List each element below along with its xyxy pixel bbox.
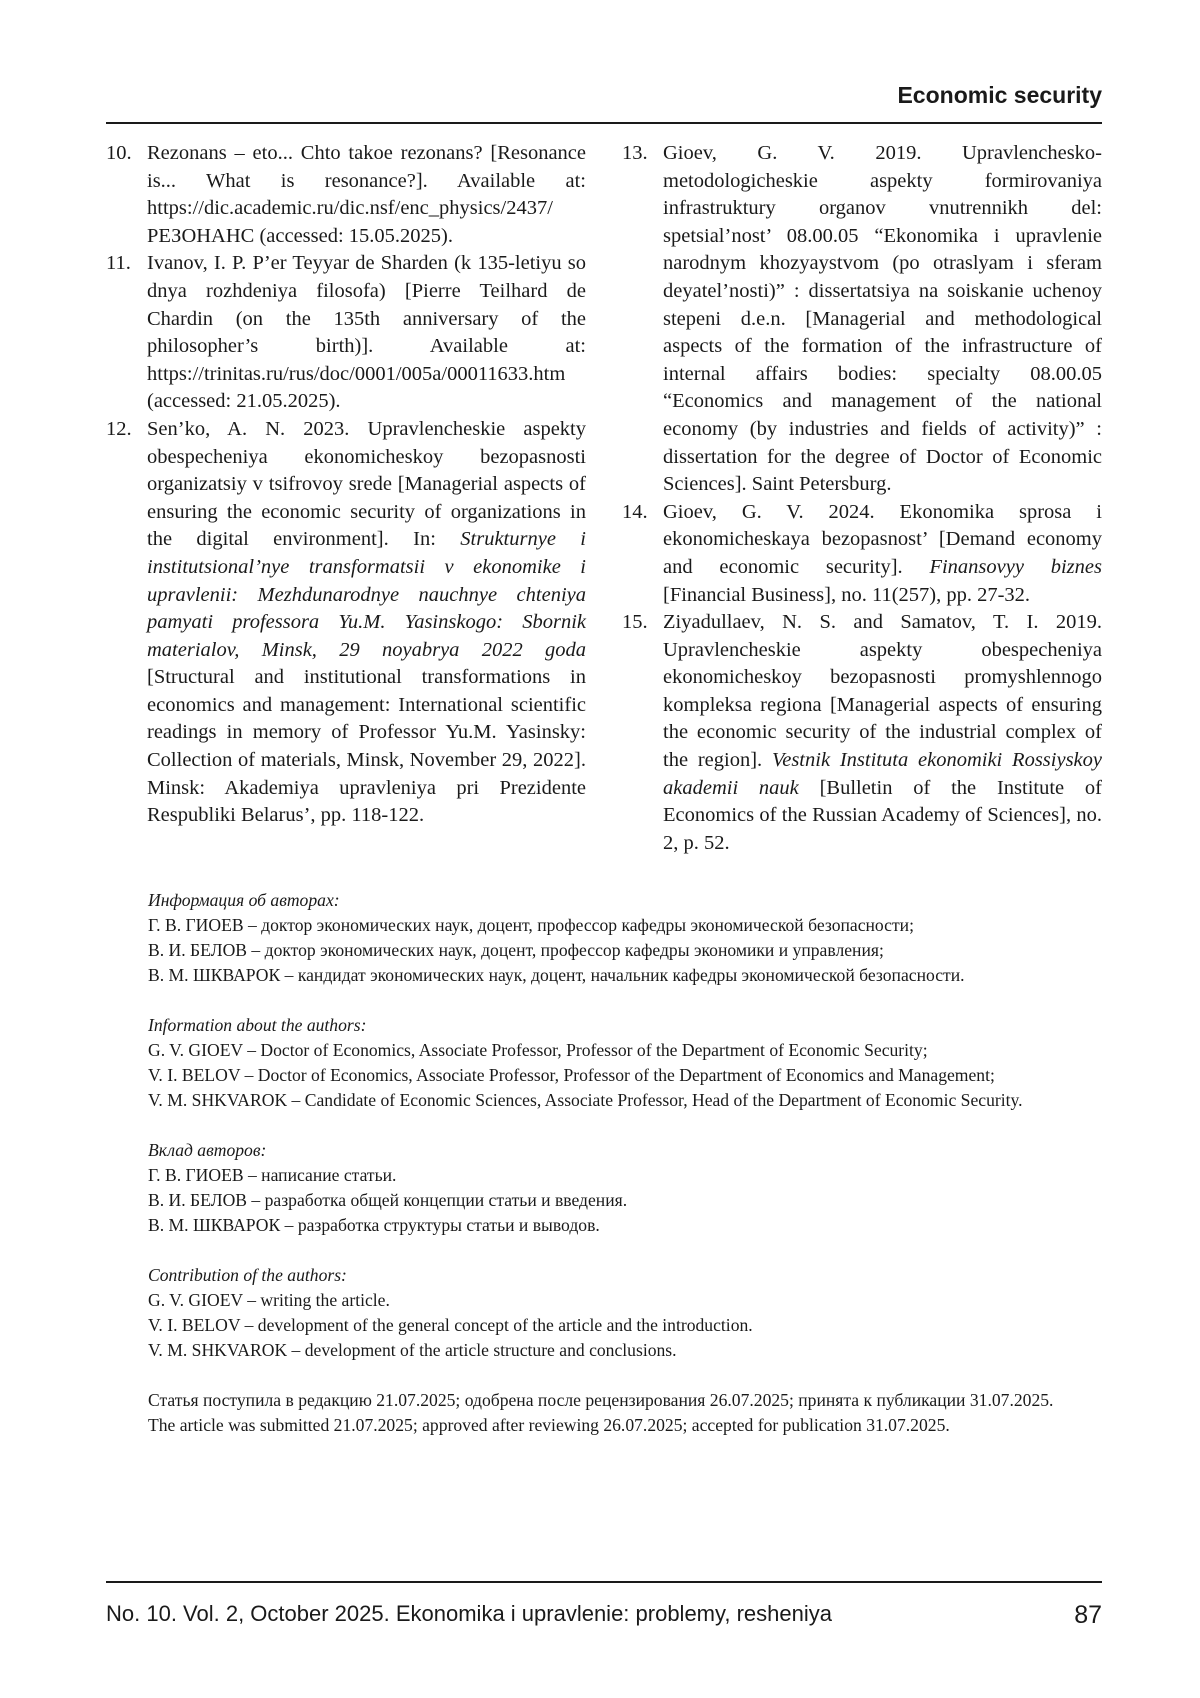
- reference-item: [106, 416, 586, 830]
- reference-number: 12.: [106, 417, 132, 440]
- section-title: Economic security: [897, 82, 1102, 108]
- reference-source-title: Vestnik Instituta ekonomiki Rossiyskoy akademii nauk: [663, 749, 1102, 799]
- authors-ru-block: [148, 888, 1102, 988]
- reference-text: [Structural and institutional transformations in economics and management: International scientific readings in memory of Professor Yu.M. Yasinsky: Collection of materials, Minsk, November 29, 2022]. Minsk: Akademiya upravleniya pri Prezidente Respubliki Belarus’, pp. 118-122.: [147, 666, 586, 827]
- reference-text: Sen’ko, A. N. 2023. Upravlencheskie aspekty obespecheniya ekonomicheskoy bezopasnosti organizatsiy v tsifrovoy srede [Managerial aspects of ensuring the economic security of organizations in the digital environment]. In:: [147, 417, 586, 551]
- page-number: 87: [1074, 1601, 1102, 1629]
- author-line: В. М. ШКВАРОК – кандидат экономических наук, доцент, начальник кафедры экономической безопасности.: [148, 965, 965, 985]
- submission-dates: [148, 1388, 1102, 1438]
- running-header: [106, 82, 1102, 124]
- references-left-column: [106, 140, 586, 830]
- dates-ru: Статья поступила в редакцию 21.07.2025; одобрена после рецензирования 26.07.2025; принята к публикации 31.07.2025.: [148, 1390, 1054, 1410]
- contrib-en-heading: Contribution of the authors:: [148, 1265, 347, 1285]
- authors-ru-heading: Информация об авторах:: [148, 890, 340, 910]
- authors-en-block: [148, 1013, 1102, 1113]
- reference-text: [Financial Business], no. 11(257), pp. 27-32.: [663, 583, 1031, 606]
- author-line: Г. В. ГИОЕВ – написание статьи.: [148, 1165, 397, 1185]
- reference-number: 15.: [622, 611, 648, 634]
- reference-number: 14.: [622, 500, 648, 523]
- references-right-column: [622, 140, 1102, 857]
- reference-text: Rezonans – eto... Chto takoe rezonans? [Resonance is... What is resonance?]. Available at: https://dic.academic.ru/dic.nsf/enc_physics/2437/РЕЗОНАНС (accessed: 15.05.2025).: [147, 142, 586, 247]
- author-line: Г. В. ГИОЕВ – доктор экономических наук, доцент, профессор кафедры экономической безопасности;: [148, 915, 914, 935]
- contrib-ru-heading: Вклад авторов:: [148, 1140, 267, 1160]
- dates-en: The article was submitted 21.07.2025; approved after reviewing 26.07.2025; accepted for publication 31.07.2025.: [148, 1415, 950, 1435]
- reference-item: [622, 499, 1102, 609]
- author-line: В. И. БЕЛОВ – доктор экономических наук, доцент, профессор кафедры экономики и управления;: [148, 940, 884, 960]
- reference-number: 13.: [622, 142, 648, 164]
- reference-source-title: Strukturnye i institutsional’nye transformatsii v ekonomike i upravlenii: Mezhdunarodnye nauchnye chteniya pamyati professora Yu.M. Yasinskogo: Sbornik materialov, Minsk, 29 noyabrya 2022 goda: [147, 528, 586, 661]
- journal-citation: No. 10. Vol. 2, October 2025. Ekonomika i upravlenie: problemy, resheniya: [106, 1601, 832, 1626]
- author-information: [148, 888, 1102, 1463]
- reference-item: [622, 609, 1102, 857]
- contrib-ru-block: [148, 1138, 1102, 1238]
- reference-source-title: Finansovyy biznes: [929, 555, 1102, 578]
- author-line: G. V. GIOEV – Doctor of Economics, Associate Professor, Professor of the Department of Economic Security;: [148, 1040, 928, 1060]
- author-line: V. M. SHKVAROK – Candidate of Economic Sciences, Associate Professor, Head of the Department of Economic Security.: [148, 1090, 1023, 1110]
- reference-text: Gioev, G. V. 2019. Upravlenchesko-metodologicheskie aspekty formirovaniya infrastruktury organov vnutrennikh del: spetsial’nost’ 08.00.05 “Ekonomika i upravlenie narodnym khozyaystvom (po otraslyam i sferam deyatel’nosti)” : dissertatsiya na soiskanie uchenoy stepeni d.e.n. [Managerial and methodological aspects of the formation of the infrastructure of internal affairs bodies: specialty 08.00.05 “Economics and management of the national economy (by industries and fields of activity)” : dissertation for the degree of Doctor of Economic Sciences]. Saint Petersburg.: [663, 142, 1102, 496]
- reference-number: 10.: [106, 142, 132, 164]
- contrib-en-block: [148, 1263, 1102, 1363]
- reference-item: [106, 140, 586, 250]
- author-line: V. I. BELOV – development of the general concept of the article and the introduction.: [148, 1315, 753, 1335]
- reference-text: Ivanov, I. P. P’er Teyyar de Sharden (k 135-letiyu so dnya rozhdeniya filosofa) [Pierre Teilhard de Chardin (on the 135th anniversary of the philosopher’s birth)]. Available at: https://trinitas.ru/rus/doc/0001/005a/00011633.htm (accessed: 21.05.2025).: [147, 252, 586, 413]
- reference-text: [Bulletin of the Institute of Economics of the Russian Academy of Sciences], no. 2, p. 52.: [663, 776, 1102, 854]
- reference-text: Ziyadullaev, N. S. and Samatov, T. I. 2019. Upravlencheskie aspekty obespecheniya ekonomicheskoy bezopasnosti promyshlennogo kompleksa regiona [Managerial aspects of ensuring the economic security of the industrial complex of the region].: [663, 611, 1102, 772]
- reference-item: [106, 250, 586, 416]
- author-line: В. И. БЕЛОВ – разработка общей концепции статьи и введения.: [148, 1190, 628, 1210]
- reference-number: 11.: [106, 252, 131, 275]
- page-footer: [106, 1581, 1102, 1627]
- authors-en-heading: Information about the authors:: [148, 1015, 367, 1035]
- author-line: V. I. BELOV – Doctor of Economics, Associate Professor, Professor of the Department of Economics and Management;: [148, 1065, 995, 1085]
- reference-text: Gioev, G. V. 2024. Ekonomika sprosa i ekonomicheskaya bezopasnost’ [Demand economy and economic security].: [663, 500, 1102, 578]
- reference-item: [622, 140, 1102, 499]
- author-line: G. V. GIOEV – writing the article.: [148, 1290, 390, 1310]
- author-line: V. M. SHKVAROK – development of the article structure and conclusions.: [148, 1340, 677, 1360]
- author-line: В. М. ШКВАРОК – разработка структуры статьи и выводов.: [148, 1215, 600, 1235]
